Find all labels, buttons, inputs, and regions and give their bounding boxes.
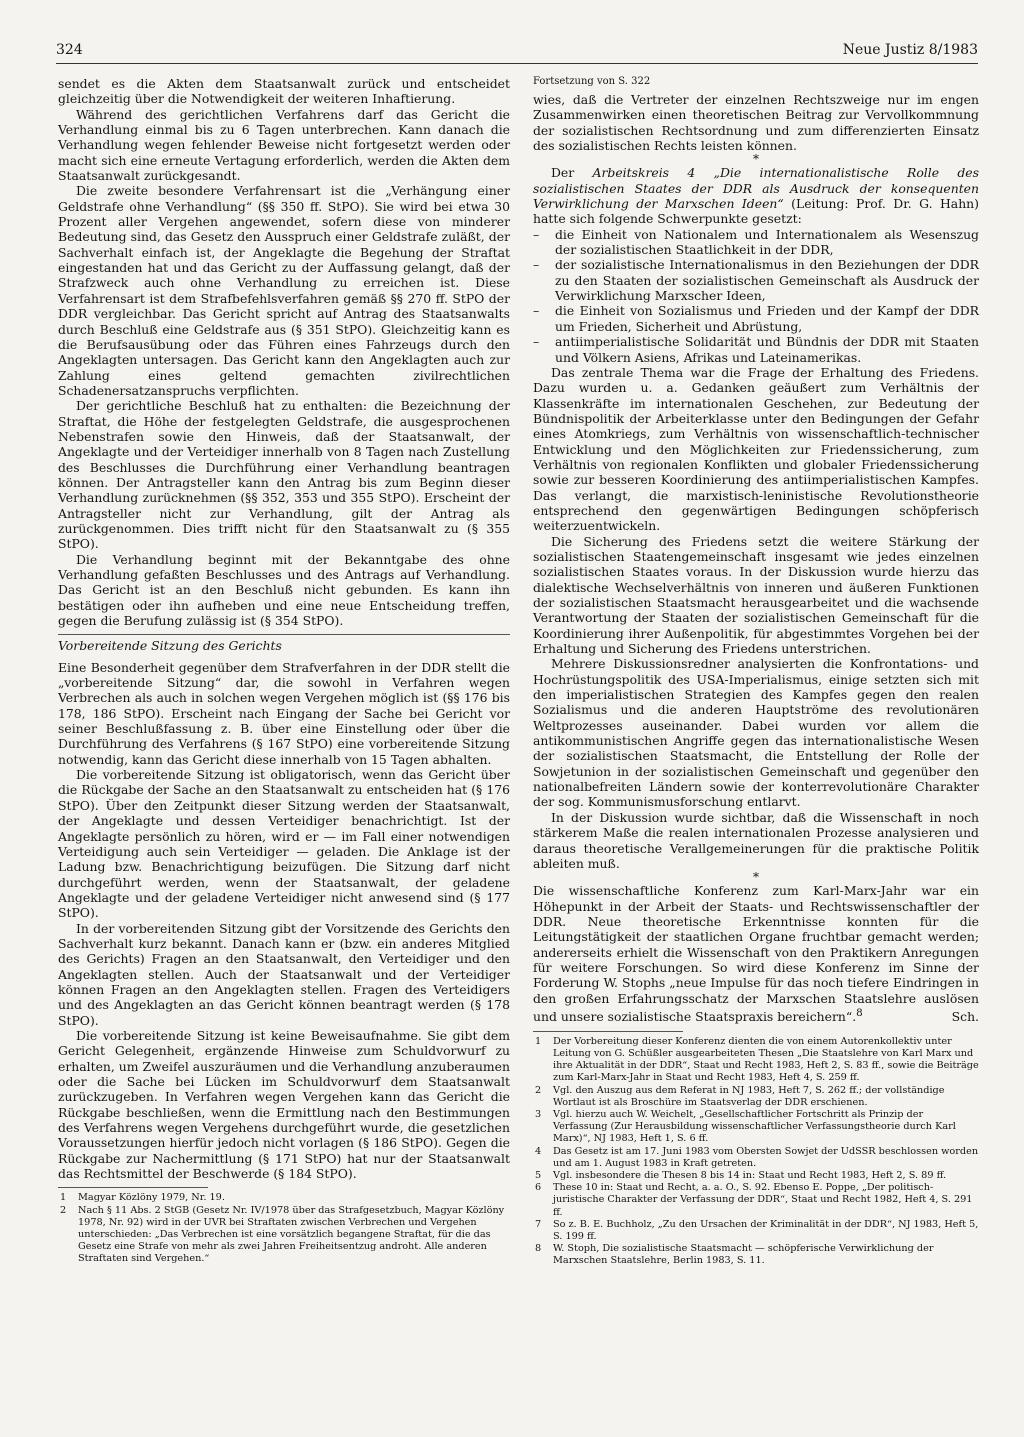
paragraph: Während des gerichtlichen Verfahrens darf das Gericht die Verhandlung einmal bis zu 6 Tagen unterbrechen. Kann danach die Verhandlung wegen fehlender Beweise nicht fortgesetzt werden oder macht sich eine erneute Vertagung erforderlich, werden die Akten dem Staatsanwalt zurückgesandt. bbox=[58, 106, 510, 184]
footnote-text: Magyar Közlöny 1979, Nr. 19. bbox=[78, 1192, 225, 1204]
ak-title: Arbeitskreis 4 „Die internationalistische Rolle des sozialistischen Staates der DDR als Ausdruck der konsequenten Verwirklichung der Marxschen Ideen“ bbox=[533, 165, 979, 212]
paragraph: Die vorbereitende Sitzung ist keine Beweisaufnahme. Sie gibt dem Gericht Gelegenheit, ergänzende Hinweise zum Schuldvorwurf zu erhalten, um Zweifel auszuräumen und die Verhandlung anzuberaumen oder die Sache bei Lücken im Schuldvorwurf dem Staatsanwalt zurückzugeben. In Verfahren wegen Vergehen kann das Gericht die Rückgabe beschließen, wenn die Ermittlung nach den Bestimmungen des Verfahrens wegen Vergehens durchgeführt wurde, die gesetzlichen Voraussetzungen hierfür jedoch nicht vorlagen (§ 186 StPO). Gegen die Rückgabe zur Nachermittlung (§ 171 StPO) hat nur der Staatsanwalt das Rechtsmittel der Beschwerde (§ 184 StPO). bbox=[58, 1027, 510, 1182]
footnote bbox=[58, 1192, 510, 1204]
footnote bbox=[58, 1205, 510, 1266]
footnote-text: So z. B. E. Buchholz, „Zu den Ursachen der Kriminalität in der DDR“, NJ 1983, Heft 5, S. 199 ff. bbox=[553, 1218, 979, 1242]
focus-list bbox=[533, 227, 979, 365]
right-column bbox=[533, 76, 979, 1268]
closing-text: Die wissenschaftliche Konferenz zum Karl-Marx-Jahr war ein Höhepunkt in der Arbeit der Staats- und Rechtswissenschaftler der DDR. Neue theoretische Erkenntnisse konnten für die Leitungstätigkeit der staatlichen Organe fruchtbar gemacht werden; andererseits erhielt die Wissenschaft von den Praktikern Anregungen für weitere Forschungen. So wird diese Konferenz im Sinne der Forderung W. Stophs „neue Impulse für das noch tiefere Eindringen in den großen Erfahrungsschatz der Marxschen Staatslehre auslösen und unsere sozialistische Staatspraxis bereichern“. bbox=[533, 883, 979, 1025]
footnote-text: Der Vorbereitung dieser Konferenz dienten die von einem Autorenkollektiv unter Leitung von G. Schüßler ausgearbeiteten Thesen „Die Staatslehre von Karl Marx und ihre Aktualität in der DDR“, Staat und Recht 1983, Heft 2, S. 83 ff., sowie die Beiträge zum Karl-Marx-Jahr in Staat und Recht 1983, Heft 4, S. 259 ff. bbox=[553, 1035, 979, 1084]
paragraph: In der vorbereitenden Sitzung gibt der Vorsitzende des Gerichts den Sachverhalt kurz bekannt. Danach kann er (bzw. ein anderes Mitglied des Gerichts) Fragen an den Staatsanwalt, den Verteidiger und den Angeklagten stellen. Auch der Staatsanwalt und der Verteidiger können Fragen an den Angeklagten stellen. Fragen des Verteidigers und des Angeklagten an das Gericht können beantragt werden (§ 178 StPO). bbox=[58, 920, 510, 1028]
paragraph: Die Verhandlung beginnt mit der Bekanntgabe des ohne Verhandlung gefaßten Beschlusses und des Antrags auf Verhandlung. Das Gericht ist an den Beschluß nicht gebunden. Es kann ihn bestätigen oder ihn aufheben und eine neue Entscheidung treffen, gegen die Berufung zulässig ist (§ 354 StPO). bbox=[58, 551, 510, 629]
footnotes-left bbox=[58, 1192, 510, 1265]
footnote-number: 4 bbox=[535, 1145, 542, 1157]
footnote-text: Vgl. insbesondere die Thesen 8 bis 14 in: Staat und Recht 1983, Heft 2, S. 89 ff. bbox=[553, 1169, 947, 1181]
page-header bbox=[56, 42, 978, 66]
paragraph: Die zweite besondere Verfahrensart ist die „Verhängung einer Geldstrafe ohne Verhandlung“ (§§ 350 ff. StPO). Sie wird bei etwa 30 Prozent aller Vergehen angewendet, sofern diese von minderer Bedeutung sind, das Gesetz den Ausspruch einer Geldstrafe zuläßt, der Sachverhalt einfach ist, der Angeklagte die Begehung der Straftat eingestanden hat und das Gericht zu der Auffassung gelangt, daß der Strafzweck auch ohne Verhandlung zu erreichen ist. Diese Verfahrensart ist dem Strafbefehlsverfahren gemäß §§ 270 ff. StPO der DDR vergleichbar. Das Gericht spricht auf Antrag des Staatsanwalts durch Beschluß eine Geldstrafe aus (§ 351 StPO). Gleichzeitig kann es die Berufsausübung oder das Führen eines Fahrzeugs durch den Angeklagten untersagen. Das Gericht kann den Angeklagten auch zur Zahlung eines geltend gemachten zivilrechtlichen Schadenersatzanspruchs verpflichten. bbox=[58, 183, 510, 398]
header-rule bbox=[56, 63, 978, 64]
footnote bbox=[533, 1085, 979, 1109]
paragraph: Eine Besonderheit gegenüber dem Strafverfahren in der DDR stellt die „vorbereitende Sitzung“ dar, die sowohl in Verfahren wegen Verbrechen als auch in solchen wegen Vergehen möglich ist (§§ 176 bis 178, 186 StPO). Erscheint nach Eingang der Sache bei Gericht vor seiner Beschlußfassung z. B. über eine Einstellung oder über die Durchführung des Verfahrens (§ 167 StPO) eine vorbereitende Sitzung notwendig, kann das Gericht diese innerhalb von 15 Tagen abhalten. bbox=[58, 659, 510, 767]
footnote-number: 8 bbox=[535, 1243, 542, 1255]
author-signature: Sch. bbox=[951, 1009, 979, 1025]
ak-suffix: (Leitung: Prof. Dr. G. Hahn) hatte sich folgende Schwerpunkte gesetzt: bbox=[533, 196, 979, 227]
footnote-text: Das Gesetz ist am 17. Juni 1983 vom Obersten Sowjet der UdSSR beschlossen worden und am 1. August 1983 in Kraft getreten. bbox=[553, 1145, 979, 1169]
footnote-number: 6 bbox=[535, 1182, 542, 1194]
footnote bbox=[533, 1170, 979, 1182]
page-number: 324 bbox=[56, 42, 83, 58]
section-heading: Vorbereitende Sitzung des Gerichts bbox=[58, 634, 510, 653]
footnote-rule bbox=[58, 1187, 208, 1188]
footnote-number: 1 bbox=[60, 1192, 67, 1204]
footnote bbox=[533, 1182, 979, 1219]
journal-issue: Neue Justiz 8/1983 bbox=[842, 42, 978, 58]
paragraph: Die Sicherung des Friedens setzt die weitere Stärkung der sozialistischen Staatengemeinschaft insgesamt wie jedes einzelnen sozialistischen Staates voraus. In der Diskussion wurde hierzu das dialektische Wechselverhältnis von inneren und äußeren Funktionen der sozialistischen Staatsmacht herausgearbeitet und die wachsende Verantwortung der Staaten der sozialistischen Gemeinschaft für die Koordinierung ihrer Außenpolitik, für abgestimmtes Vorgehen bei der Erhaltung und Sicherung des Friedens unterstrichen. bbox=[533, 533, 979, 657]
ak-prefix: Der bbox=[551, 165, 593, 181]
footnote bbox=[533, 1036, 979, 1085]
footnote bbox=[533, 1219, 979, 1243]
footnote-number: 5 bbox=[535, 1169, 542, 1181]
footnote-text: W. Stoph, Die sozialistische Staatsmacht — schöpferische Verwirklichung der Marxschen Staatslehre, Berlin 1983, S. 11. bbox=[553, 1243, 934, 1267]
footnote-text: Vgl. hierzu auch W. Weichelt, „Gesellschaftlicher Fortschritt als Prinzip der Verfassung (Zur Herausbildung wissenschaftlicher Verfassungstheorie durch Karl Marx)“, NJ 1983, Heft 1, S. 6 ff. bbox=[553, 1108, 956, 1145]
separator-star: * bbox=[753, 870, 759, 885]
list-item: – der sozialistische Internationalismus in den Beziehungen der DDR zu den Staaten der sozialistischen Gemeinschaft als Ausdruck der Verwirklichung Marxscher Ideen, bbox=[533, 257, 979, 303]
footnote-text: Vgl. den Auszug aus dem Referat in NJ 1983, Heft 7, S. 262 ff.; der vollständige Wortlaut ist als Broschüre im Staatsverlag der DDR erschienen. bbox=[553, 1084, 945, 1108]
list-item: – antiimperialistische Solidarität und Bündnis der DDR mit Staaten und Völkern Asiens, Afrikas und Lateinamerikas. bbox=[533, 334, 979, 365]
footnote-ref: 8 bbox=[856, 1006, 863, 1019]
footnote-text: Nach § 11 Abs. 2 StGB (Gesetz Nr. IV/1978 über das Strafgesetzbuch, Magyar Közlöny 1978, Nr. 92) wird in der UVR bei Straftaten zwischen Verbrechen und Vergehen unterschieden: „Das Verbrechen ist eine vorsätzlich begangene Straftat, für die das Gesetz eine Strafe von mehr als zwei Jahren Freiheitsentzug androht. Alle anderen Straftaten sind Vergehen.“ bbox=[78, 1204, 505, 1265]
paragraph: Der gerichtliche Beschluß hat zu enthalten: die Bezeichnung der Straftat, die Höhe der festgelegten Geldstrafe, die ausgesprochenen Nebenstrafen sowie den Hinweis, daß der Staatsanwalt, der Angeklagte und der Verteidiger innerhalb von 8 Tagen nach Zustellung des Beschlusses die Durchführung einer Verhandlung beantragen können. Der Antragsteller kann den Antrag bis zum Beginn dieser Verhandlung zurücknehmen (§§ 352, 353 und 355 StPO). Erscheint der Antragsteller nicht zur Verhandlung, gilt der Antrag als zurückgenommen. Dies trifft nicht für den Staatsanwalt zu (§ 355 StPO). bbox=[58, 398, 510, 552]
footnote-number: 1 bbox=[535, 1035, 542, 1047]
list-item: – die Einheit von Nationalem und Internationalem als Wesenszug der sozialistischen Staatlichkeit in der DDR, bbox=[533, 227, 979, 258]
footnote bbox=[533, 1109, 979, 1146]
footnote-text: These 10 in: Staat und Recht, a. a. O., S. 92. Ebenso E. Poppe, „Der politisch-juristische Charakter der Verfassung der DDR“, Staat und Recht 1982, Heft 4, S. 291 ff. bbox=[553, 1182, 973, 1218]
footnote-number: 7 bbox=[535, 1218, 542, 1230]
footnotes-right bbox=[533, 1036, 979, 1268]
footnote-number: 3 bbox=[535, 1108, 542, 1120]
paragraph: Die vorbereitende Sitzung ist obligatorisch, wenn das Gericht über die Rückgabe der Sache an den Staatsanwalt zu entscheiden hat (§ 176 StPO). Über den Zeitpunkt dieser Sitzung werden der Staatsanwalt, der Angeklagte und dessen Verteidiger benachrichtigt. Ist der Angeklagte persönlich zu hören, wird er — im Fall einer notwendigen Verteidigung auch sein Verteidiger — geladen. Die Anklage ist der Ladung bzw. Benachrichtigung beizufügen. Die Sitzung darf nicht durchgeführt werden, wenn der Staatsanwalt, der geladene Angeklagte und der geladene Verteidiger nicht anwesend sind (§ 177 StPO). bbox=[58, 767, 510, 921]
paragraph: In der Diskussion wurde sichtbar, daß die Wissenschaft in noch stärkerem Maße die realen internationalen Prozesse analysieren und daraus theoretische Verallgemeinerungen für die praktische Politik ableiten muß. bbox=[533, 809, 979, 871]
closing-paragraph bbox=[533, 883, 979, 1024]
working-group-intro bbox=[533, 165, 979, 226]
footnote bbox=[533, 1243, 979, 1267]
paragraph: sendet es die Akten dem Staatsanwalt zurück und entscheidet gleichzeitig über die Notwendigkeit der weiteren Inhaftierung. bbox=[58, 76, 510, 107]
footnote-rule bbox=[533, 1031, 683, 1032]
separator-star: * bbox=[753, 152, 759, 167]
paragraph: Mehrere Diskussionsredner analysierten die Konfrontations- und Hochrüstungspolitik des USA-Imperialismus, einige setzten sich mit den imperialistischen Strategien des Kampfes gegen den realen Sozialismus und die anderen Hauptströme des revolutionären Weltprozesses auseinander. Dabei wurden vor allem die antikommunistischen Angriffe gegen das internationalistische Wesen der sozialistischen Staatsmacht, die Entstellung der Rolle der Sowjetunion in der sozialistischen Gemeinschaft und gegenüber den nationalbefreiten Ländern sowie der konterrevolutionäre Charakter der sog. Kommunismusforschung entlarvt. bbox=[533, 656, 979, 810]
footnote-number: 2 bbox=[535, 1084, 542, 1096]
footnote bbox=[533, 1146, 979, 1170]
continuation-label: Fortsetzung von S. 322 bbox=[533, 76, 651, 87]
paragraph: wies, daß die Vertreter der einzelnen Rechtszweige nur im engen Zusammenwirken einen theoretischen Beitrag zur Vervollkommnung der sozialistischen Rechtsordnung und zum differenzierten Einsatz des sozialistischen Rechts leisten können. bbox=[533, 92, 979, 154]
left-column bbox=[58, 76, 510, 1266]
footnote-number: 2 bbox=[60, 1204, 67, 1216]
paragraph: Das zentrale Thema war die Frage der Erhaltung des Friedens. Dazu wurden u. a. Gedanken geäußert zum Verhältnis der Klassenkräfte im internationalen Geschehen, zur Bedeutung der Bündnispolitik der Arbeiterklasse unter den Bedingungen der Gefahr eines Atomkriegs, zum Verhältnis von wissenschaftlich-technischer Entwicklung und den Möglichkeiten zur Friedenssicherung, zum Verhältnis von regionalen Konflikten und globaler Friedenssicherung sowie zur besseren Koordinierung des antiimperialistischen Kampfes. Das verlangt, die marxistisch-leninistische Revolutionstheorie entsprechend den gegenwärtigen Bedingungen schöpferisch weiterzuentwickeln. bbox=[533, 364, 979, 534]
list-item: – die Einheit von Sozialismus und Frieden und der Kampf der DDR um Frieden, Sicherheit und Abrüstung, bbox=[533, 303, 979, 334]
